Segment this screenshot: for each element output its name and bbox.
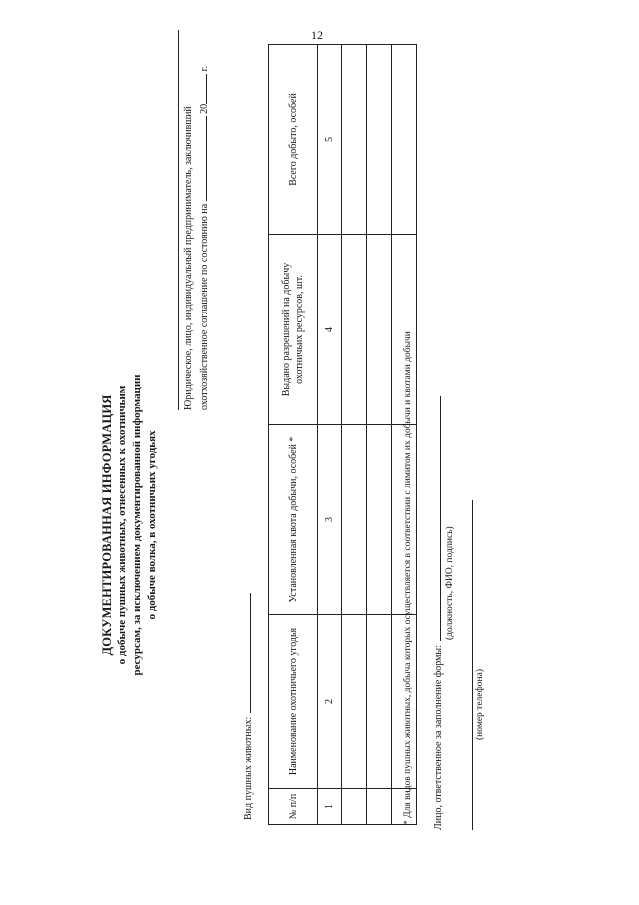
table-cell bbox=[342, 615, 367, 789]
year-prefix: 20 bbox=[199, 103, 210, 114]
header-permits: Выдано разрешений на добычу охотничьих ресурсов, шт. bbox=[269, 235, 318, 425]
title-line-2: ресурсам, за исключением документированной информации bbox=[131, 374, 143, 676]
footnote: * Для видов пушных животных, добыча которых осуществляется в соответствии с лимитом их добычи и квотами добычи bbox=[403, 331, 413, 825]
phone-line bbox=[472, 500, 473, 830]
column-number: 3 bbox=[318, 425, 342, 615]
table-row bbox=[342, 45, 367, 825]
organization-date-label: охотхозяйственное соглашение по состоянию на bbox=[199, 203, 210, 410]
animal-kind-blank bbox=[240, 593, 251, 713]
table-cell bbox=[342, 425, 367, 615]
table-cell bbox=[367, 789, 392, 825]
table-cell bbox=[367, 425, 392, 615]
animal-kind-label: Вид пушных животных: bbox=[243, 716, 254, 820]
title-line-3: о добыче волка, в охотничьих угодьях bbox=[146, 430, 158, 620]
phone-caption: (номер телефона) bbox=[475, 669, 485, 740]
responsible-blank bbox=[430, 396, 441, 641]
column-number-row bbox=[318, 45, 342, 825]
table-cell bbox=[367, 45, 392, 235]
date-blank bbox=[196, 116, 207, 201]
table-cell bbox=[392, 45, 417, 235]
harvest-table bbox=[268, 44, 417, 825]
table-row bbox=[367, 45, 392, 825]
table-cell bbox=[342, 45, 367, 235]
rotated-document-body bbox=[100, 30, 500, 870]
table-cell bbox=[367, 615, 392, 789]
page-number: 12 bbox=[311, 28, 323, 42]
column-number: 2 bbox=[318, 615, 342, 789]
table-cell bbox=[367, 235, 392, 425]
column-number: 4 bbox=[318, 235, 342, 425]
animal-kind-field bbox=[240, 593, 254, 820]
responsible-label: Лицо, ответственное за заполнение формы: bbox=[433, 645, 444, 830]
table-cell bbox=[342, 235, 367, 425]
organization-line-2 bbox=[196, 30, 212, 410]
year-blank bbox=[196, 74, 207, 104]
column-number: 1 bbox=[318, 789, 342, 825]
responsible-person-field bbox=[430, 396, 444, 830]
document-title bbox=[100, 360, 160, 690]
table-header-row bbox=[269, 45, 318, 825]
title-line-1: о добыче пушных животных, отнесенных к охотничьим bbox=[116, 385, 128, 665]
header-hunting-ground: Наименование охотничьего угодья bbox=[269, 615, 318, 789]
table-cell bbox=[342, 789, 367, 825]
signature-caption: (должность, ФИО, подпись) bbox=[445, 526, 455, 640]
header-total: Всего добыто, особей bbox=[269, 45, 318, 235]
header-quota: Установленная квота добычи, особей * bbox=[269, 425, 318, 615]
title-main: ДОКУМЕНТИРОВАННАЯ ИНФОРМАЦИЯ bbox=[100, 394, 114, 656]
header-number: № п/п bbox=[269, 789, 318, 825]
column-number: 5 bbox=[318, 45, 342, 235]
year-suffix: г. bbox=[199, 65, 210, 72]
organization-line-1: Юридическое, лицо, индивидуальный предприниматель, заключивший bbox=[178, 30, 196, 410]
organization-block bbox=[178, 30, 212, 410]
